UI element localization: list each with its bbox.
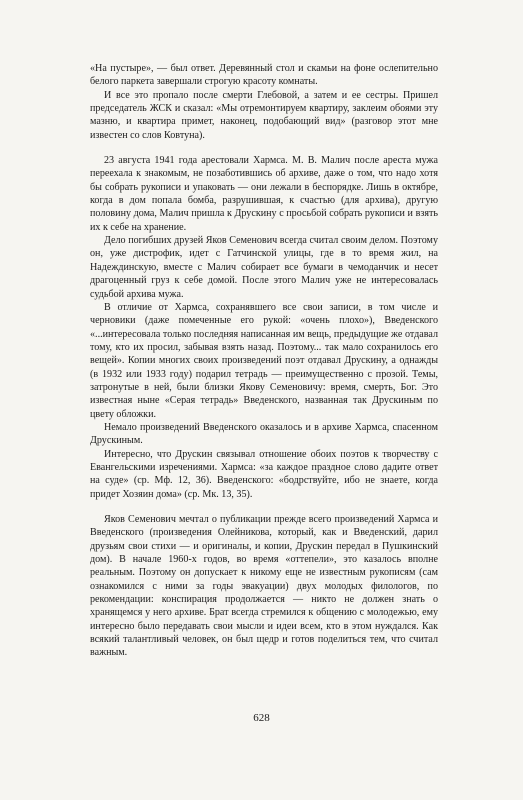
paragraph: Немало произведений Введенского оказалось и в архиве Хармса, спасенном Друскиным. (90, 421, 438, 447)
paragraph: 23 августа 1941 года арестовали Хармса. М. В. Малич после ареста мужа переехала к знакомым, не позаботившись об архиве, даже о том, что надо хотя бы собрать рукописи и упаковать — они лежали в беспорядке. Лишь в октябре, когда в дом попала бомба, разрушившая, к счастью (для архива), другую половину дома, Малич пришла к Друскину с просьбой собрать рукописи и взять их к себе на хранение. (90, 155, 438, 233)
paragraph: «На пустыре», — был ответ. Деревянный стол и скамьи на фоне ослепительно белого паркета завершали строгую красоту комнаты. (90, 63, 438, 88)
paragraph: И все это пропало после смерти Глебовой, а затем и ее сестры. Пришел председатель ЖСК и сказал: «Мы отремонтируем квартиру, заклеим обоями эту мазню, и квартира примет, наконец, подобающий вид» (разговор этот мне известен со слов Ковтуна). (90, 89, 438, 141)
paragraph: Яков Семенович мечтал о публикации прежде всего произведений Хармса и Введенского (произведения Олейникова, который, как и Введенский, дарил друзьям свои стихи — и оригиналы, и копии, Друскин передал в Пушкинский дом). В начале 1960-х годов, во время «оттепели», это казалось вполне реальным. Поэтому он допускает к никому еще не известным рукописям (сам ознакомился с ними за годы эвакуации) двух молодых филологов, по рекомендации: конспирация продолжается — никто не должен знать о хранящемся у него архиве. Брат всегда стремился к общению с молодежью, ему интересно было передавать свои мысли и идеи всем, кто в этом нуждался. Как всякий талантливый человек, он был щедр и готов поделиться тем, что считал важным. (90, 514, 438, 659)
paragraph: Дело погибших друзей Яков Семенович всегда считал своим делом. Поэтому он, уже дистрофик, идет с Гатчинской улицы, где в то время жил, на Надеждинскую, вместе с Малич собирает все бумаги в чемоданчик и несет драгоценный груз к себе домой. После этого Малич уже не интересовалась судьбой архива мужа. (90, 235, 438, 300)
paragraph: Интересно, что Друскин связывал отношение обоих поэтов к творчеству с Евангельскими изречениями. Хармса: «за каждое праздное слово дадите ответ на суде» (ср. Мф. 12, 36). Введенского: «бодрствуйте, ибо не знаете, когда придет Хозяин дома» (ср. Мк. 13, 35). (90, 448, 438, 500)
section-break (90, 501, 438, 513)
body-text (90, 62, 438, 660)
paragraph: В отличие от Хармса, сохранявшего все свои записи, в том числе и черновики (даже помеченные его рукой: «очень плохо»), Введенского «...интересовала только последняя написанная им вещь, предыдущие же отдавал тому, кто их просил, забывая взять назад. Поэтому... так мало сохранилось его вещей». Копии многих своих произведений поэт отдавал Друскину, а однажды (в 1932 или 1933 году) подарил тетрадь — преимущественно с прозой. Темы, затронутые в ней, были близки Якову Семеновичу: время, смерть, Бог. Это известная ныне «Серая тетрадь» Введенского, названная так Друскиным по цвету обложки. (90, 301, 438, 420)
section-break (90, 142, 438, 154)
page-number: 628 (253, 712, 270, 724)
